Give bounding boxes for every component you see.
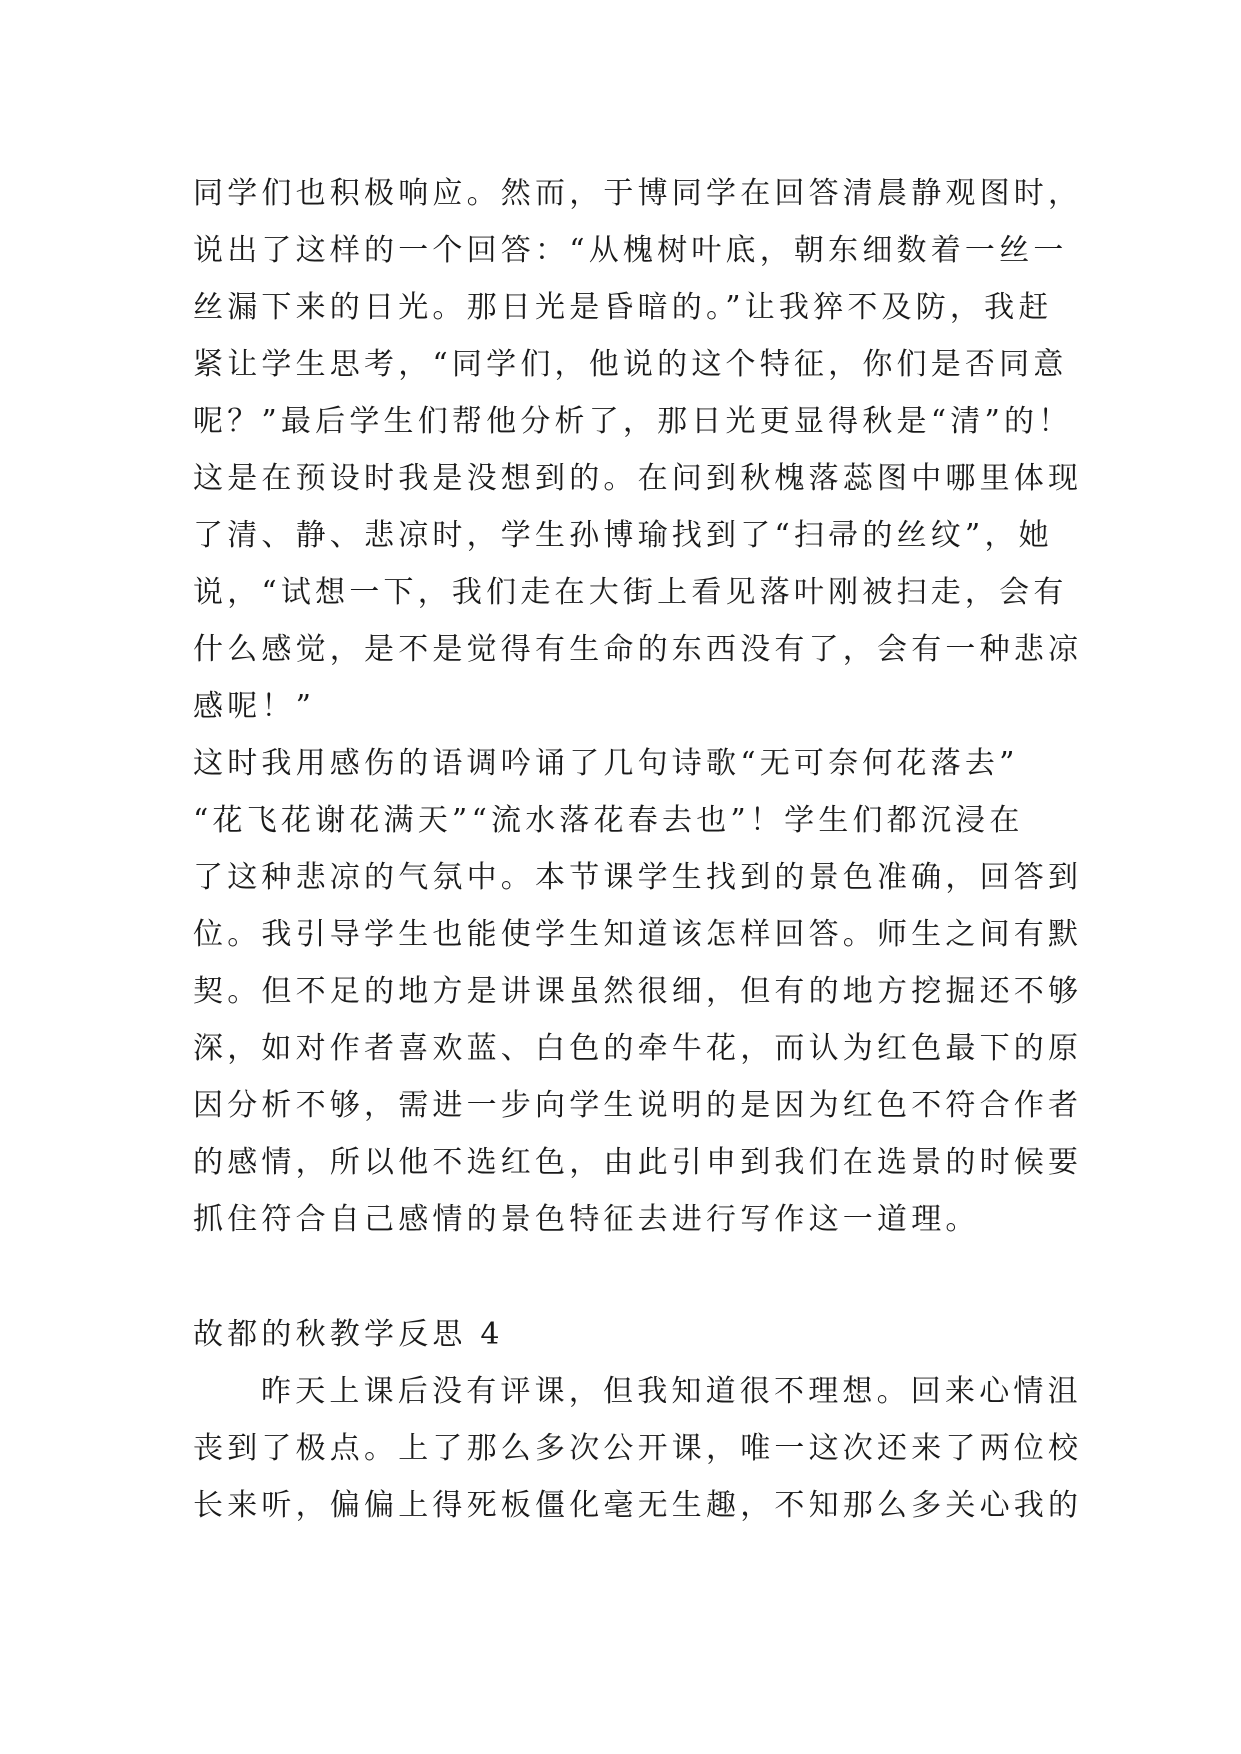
text-line: 了清、静、悲凉时，学生孙博瑜找到了“扫帚的丝纹”，她 xyxy=(193,518,1053,553)
paragraph-reflection-part-b xyxy=(193,735,1083,1248)
text-line: 深，如对作者喜欢蓝、白色的牵牛花，而认为红色最下的原 xyxy=(193,1031,1083,1066)
text-line: 感呢！” xyxy=(193,689,316,724)
text-line: 昨天上课后没有评课，但我知道很不理想。回来心情沮 xyxy=(261,1374,1082,1409)
text-line: 位。我引导学生也能使学生知道该怎样回答。师生之间有默 xyxy=(193,917,1083,952)
text-line: 这是在预设时我是没想到的。在问到秋槐落蕊图中哪里体现 xyxy=(193,461,1083,496)
section-heading: 故都的秋教学反思 4 xyxy=(193,1317,504,1352)
paragraph-reflection-4 xyxy=(193,1363,1083,1534)
text-line: 丧到了极点。上了那么多次公开课，唯一这次还来了两位校 xyxy=(193,1431,1083,1466)
text-line: 说出了这样的一个回答：“从槐树叶底，朝东细数着一丝一 xyxy=(193,233,1068,268)
text-line: 的感情，所以他不选红色，由此引申到我们在选景的时候要 xyxy=(193,1145,1083,1180)
text-line: 这时我用感伤的语调吟诵了几句诗歌“无可奈何花落去” xyxy=(193,746,1019,781)
text-line: 呢？”最后学生们帮他分析了，那日光更显得秋是“清”的！ xyxy=(193,404,1073,439)
text-line: 长来听，偏偏上得死板僵化毫无生趣，不知那么多关心我的 xyxy=(193,1488,1083,1523)
text-line: 紧让学生思考，“同学们，他说的这个特征，你们是否同意 xyxy=(193,347,1068,382)
document-body xyxy=(193,165,1083,1534)
paragraph-reflection-part-a xyxy=(193,165,1083,735)
text-line: 什么感觉，是不是觉得有生命的东西没有了，会有一种悲凉 xyxy=(193,632,1083,667)
text-line: 说，“试想一下，我们走在大街上看见落叶刚被扫走，会有 xyxy=(193,575,1068,610)
text-line: 抓住符合自己感情的景色特征去进行写作这一道理。 xyxy=(193,1202,980,1237)
text-line: 丝漏下来的日光。那日光是昏暗的。”让我猝不及防，我赶 xyxy=(193,290,1053,325)
text-line: 同学们也积极响应。然而，于博同学在回答清晨静观图时， xyxy=(193,176,1083,211)
text-line: 因分析不够，需进一步向学生说明的是因为红色不符合作者 xyxy=(193,1088,1083,1123)
text-line: “花飞花谢花满天”“流水落花春去也”！学生们都沉浸在 xyxy=(193,803,1024,838)
text-line: 了这种悲凉的气氛中。本节课学生找到的景色准确，回答到 xyxy=(193,860,1083,895)
section-spacer xyxy=(193,1248,1073,1306)
text-line: 契。但不足的地方是讲课虽然很细，但有的地方挖掘还不够 xyxy=(193,974,1083,1009)
